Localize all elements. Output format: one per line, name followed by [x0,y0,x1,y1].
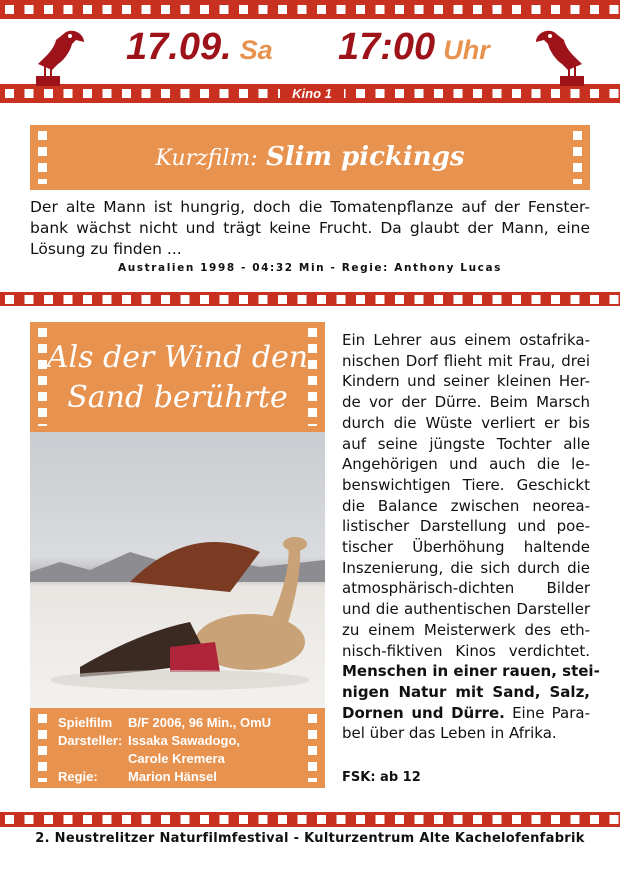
puffin-statue-icon [534,24,594,86]
film-strip-top [0,0,620,19]
info-row: Regie: Marion Hänsel [58,769,217,784]
festival-footer: 2. Neustrelitzer Naturfilmfestival - Kulturzentrum Alte Kachelofenfabrik [35,831,585,846]
info-row: Carole Kremera [128,751,225,766]
venue-label: Kino 1 [280,85,344,102]
info-row: Spielfilm B/F 2006, 96 Min., OmU [58,715,272,730]
puffin-statue-icon [26,24,86,86]
screening-time: 17:00 Uhr [338,26,490,68]
screening-date: 17.09. Sa [126,26,273,68]
film-strip-divider [0,292,620,306]
film-strip-bottom [0,812,620,827]
info-row: Darsteller: Issaka Sawadogo, [58,733,240,748]
short-film-description: Der alte Mann ist hungrig, doch die Tomatenpflanze auf der Fenster- bank wächst nicht und trägt keine Frucht. Da glaubt der Mann, eine Lösung zu finden ... [30,198,590,258]
short-film-credits: Australien 1998 - 04:32 Min - Regie: Anthony Lucas [117,262,503,274]
feature-description: Ein Lehrer aus einem ostafrika- nischen Dorf flieht mit Frau, drei Kindern und seiner kleinen Her- de vor der Dürre. Beim Marsch durch die Wüste verliert er bis auf seine jüngste Tochter alle Angehörigen und auch die le- benswichtigen Tiere. Geschickt die Balance zwischen neorea- listischer Darstellung und poe- tischer Überhöhung haltende Inszenierung, die sich durch die atmosphärisch-dichten Bilder und die authentischen Darsteller zu einem Meisterwerk des eth- nisch-fiktiven Kinos verdichtet. Menschen in einer rauen, stei- nigen Natur mit Sand, Salz, Dornen und Dürre. Eine Para- bel über das Leben in Afrika. [342,331,600,743]
film-still-image [30,432,325,708]
short-film-title-box: Kurzfilm: Slim pickings [30,125,590,190]
feature-title-box: Als der Wind den Sand berührte [30,322,325,432]
feature-info-box [30,708,325,788]
age-rating: FSK: ab 12 [342,770,421,785]
